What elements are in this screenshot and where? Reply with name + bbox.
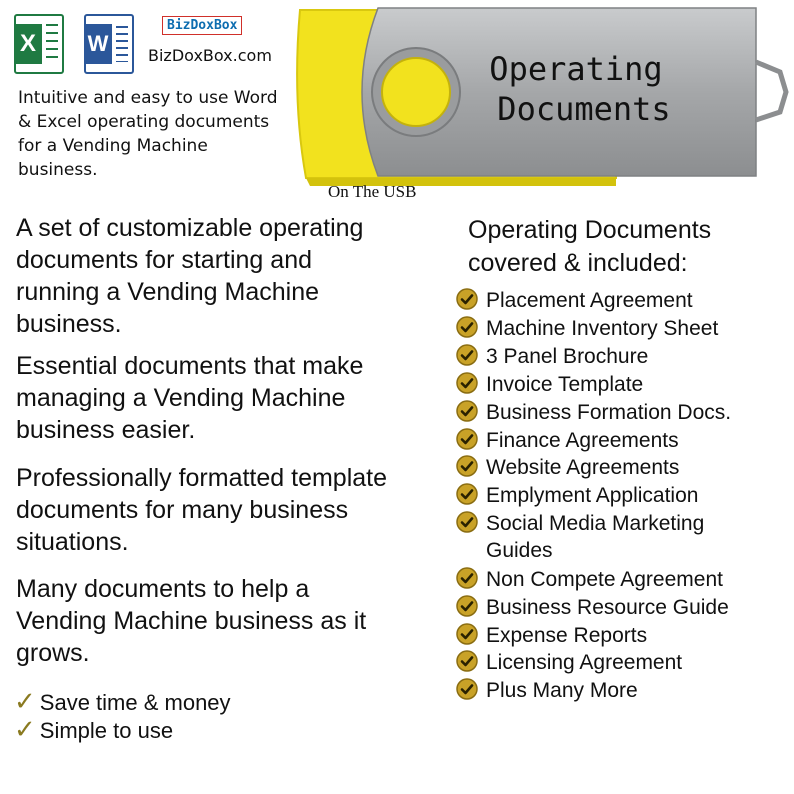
brand-badge: BizDoxBox — [162, 16, 242, 35]
document-list-item — [456, 650, 682, 675]
document-list-label: Invoice Template — [486, 373, 644, 396]
document-list-label: Business Formation Docs. — [486, 401, 732, 424]
gold-check-badge-icon — [456, 483, 478, 505]
excel-logo-icon — [14, 14, 64, 74]
gold-check-badge-icon — [456, 678, 478, 700]
documents-list-title: Operating Documents covered & included: — [468, 216, 712, 277]
gold-check-badge-icon — [456, 650, 478, 672]
benefit-item — [14, 686, 231, 717]
document-list-label: 3 Panel Brochure — [486, 345, 649, 368]
gold-check-badge-icon — [456, 595, 478, 617]
gold-check-badge-icon — [456, 567, 478, 589]
document-list-item — [456, 595, 729, 620]
document-list-item — [456, 316, 718, 341]
document-list-item — [456, 372, 643, 397]
document-list-item — [456, 511, 704, 536]
intro-text: Intuitive and easy to use Word & Excel operating documents for a Vending Machine business. — [18, 88, 278, 180]
gold-check-badge-icon — [456, 511, 478, 533]
usb-label-line2: Documents — [497, 90, 671, 128]
gold-check-badge-icon — [456, 288, 478, 310]
word-text-lines — [116, 26, 128, 62]
document-list-item — [456, 483, 698, 508]
gold-check-badge-icon — [456, 344, 478, 366]
document-list-item — [456, 567, 723, 592]
document-list-item — [456, 455, 679, 480]
document-list-label: Plus Many More — [486, 679, 638, 702]
gold-check-badge-icon — [456, 372, 478, 394]
paragraph-growth: Many documents to help a Vending Machine business as it grows. — [16, 575, 367, 667]
document-list-item — [456, 623, 647, 648]
document-list-label: Expense Reports — [486, 624, 648, 647]
document-list-item — [456, 288, 693, 313]
document-list-item — [456, 344, 648, 369]
document-list-label: Non Compete Agreement — [486, 568, 723, 591]
checkmark-icon: ✓ — [14, 714, 36, 744]
excel-grid-lines — [46, 24, 58, 64]
benefit-label: Simple to use — [39, 718, 174, 743]
document-list-item — [456, 428, 679, 453]
document-list-label: Machine Inventory Sheet — [486, 317, 719, 340]
word-letter: W — [84, 24, 112, 64]
document-list-label: Emplyment Application — [486, 484, 699, 507]
benefit-label: Save time & money — [39, 690, 231, 715]
word-logo-icon — [84, 14, 134, 74]
usb-drive-image — [286, 0, 794, 200]
document-list-item — [456, 678, 638, 703]
paragraph-essential: Essential documents that make managing a Vending Machine business easier. — [16, 352, 364, 444]
excel-letter: X — [14, 24, 42, 64]
document-list-label: Social Media Marketing — [486, 512, 705, 535]
gold-check-badge-icon — [456, 400, 478, 422]
document-list-label: Placement Agreement — [486, 289, 693, 312]
document-list-label: Business Resource Guide — [486, 596, 729, 619]
paragraph-professional: Professionally formatted template documents for many business situations. — [16, 464, 388, 556]
document-list-label: Guides — [486, 539, 553, 562]
brand-url: BizDoxBox.com — [148, 46, 272, 65]
document-list-label: Licensing Agreement — [486, 651, 683, 674]
gold-check-badge-icon — [456, 316, 478, 338]
gold-check-badge-icon — [456, 623, 478, 645]
usb-caption: On The USB — [328, 182, 417, 201]
document-list-item — [486, 539, 553, 563]
checkmark-icon: ✓ — [14, 686, 36, 716]
document-list-item — [456, 400, 731, 425]
document-list-label: Website Agreements — [486, 456, 680, 479]
document-list-label: Finance Agreements — [486, 429, 679, 452]
benefit-item — [14, 714, 173, 745]
usb-label-line1: Operating — [489, 50, 663, 88]
paragraph-customizable: A set of customizable operating documents for starting and running a Vending Machine business. — [16, 214, 364, 338]
gold-check-badge-icon — [456, 428, 478, 450]
gold-check-badge-icon — [456, 455, 478, 477]
